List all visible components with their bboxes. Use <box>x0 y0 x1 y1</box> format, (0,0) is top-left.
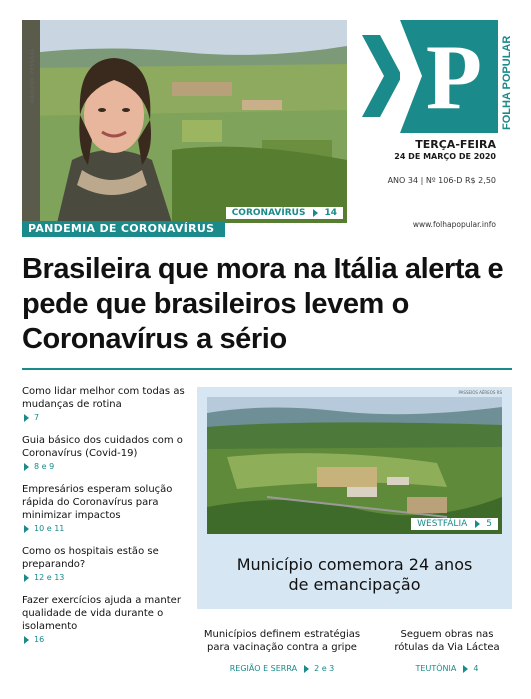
newspaper-logo <box>362 20 512 133</box>
story-title: Como lidar melhor com todas as mudanças de rotina <box>22 386 185 410</box>
page-number: 2 e 3 <box>314 664 335 673</box>
section-label: REGIÃO E SERRA <box>229 664 298 673</box>
arrow-icon <box>304 665 309 673</box>
issue-date: 24 DE MARÇO DE 2020 <box>394 152 496 161</box>
page-number: 8 e 9 <box>34 462 55 471</box>
edition-info: ANO 34 | Nº 106-D R$ 2,50 <box>387 176 496 185</box>
brand-text: FOLHA POPULAR <box>501 35 513 130</box>
list-item[interactable] <box>22 385 187 422</box>
arrow-icon <box>24 463 29 471</box>
story-title: Empresários esperam solução rápida do Coronavírus para minimizar impactos <box>22 484 173 521</box>
list-item[interactable] <box>22 594 187 644</box>
page-number: 16 <box>34 635 45 644</box>
page-ref <box>197 664 367 673</box>
divider <box>22 368 512 370</box>
arrow-icon <box>24 414 29 422</box>
arrow-icon <box>24 636 29 644</box>
section-tag[interactable] <box>226 207 343 219</box>
section-tag-page: 14 <box>324 208 337 218</box>
page-ref <box>22 413 187 422</box>
feature-title <box>197 555 512 595</box>
story-title: Seguem obras nas rótulas da Via Láctea <box>394 629 500 653</box>
story-title: Como os hospitais estão se preparando? <box>22 546 159 570</box>
arrow-icon <box>475 520 480 528</box>
brand-name <box>497 22 513 132</box>
section-label: TEUTÔNIA <box>415 664 457 673</box>
arrow-icon <box>463 665 468 673</box>
section-tag-page: 5 <box>486 519 492 529</box>
page-number: 7 <box>34 413 40 422</box>
page-ref <box>22 635 187 644</box>
feature-story[interactable] <box>197 387 512 609</box>
photo-credit: PASSEIOS AÉREOS RS <box>458 390 502 395</box>
feature-title-line1: Município comemora 24 anos <box>236 555 473 574</box>
aerial-photo <box>207 397 502 534</box>
bottom-story[interactable] <box>382 628 512 673</box>
story-title: Fazer exercícios ajuda a manter qualidade de vida durante o isolamento <box>22 595 181 632</box>
website-link[interactable]: www.folhapopular.info <box>412 220 496 229</box>
list-item[interactable] <box>22 483 187 533</box>
weekday: TERÇA-FEIRA <box>415 138 496 151</box>
section-tag-label: WESTFÁLIA <box>417 519 468 529</box>
page-ref <box>22 462 187 471</box>
photo-credit: ARQUIVO PESSOAL <box>30 48 36 103</box>
story-title: Guia básico dos cuidados com o Coronavírus (Covid-19) <box>22 435 183 459</box>
page-number: 4 <box>473 664 479 673</box>
section-tag-label: CORONAVÍRUS <box>231 208 306 218</box>
main-headline[interactable]: Brasileira que mora na Itália alerta e pede que brasileiros levem o Coronavírus a sério <box>22 253 504 355</box>
section-tag[interactable] <box>411 518 498 530</box>
story-index <box>22 385 187 656</box>
list-item[interactable] <box>22 545 187 582</box>
page-ref <box>22 524 187 533</box>
hero-photo <box>22 20 347 223</box>
kicker-label: PANDEMIA DE CORONAVÍRUS <box>22 221 225 237</box>
page-ref <box>22 573 187 582</box>
page-number: 12 e 13 <box>34 573 65 582</box>
bottom-story[interactable] <box>197 628 367 673</box>
logo-letter: P <box>425 26 483 128</box>
page-number: 10 e 11 <box>34 524 65 533</box>
arrow-icon <box>24 525 29 533</box>
story-title: Municípios definem estratégias para vacinação contra a gripe <box>203 629 361 653</box>
page-ref <box>382 664 512 673</box>
list-item[interactable] <box>22 434 187 471</box>
arrow-icon <box>313 209 318 217</box>
arrow-icon <box>24 574 29 582</box>
feature-title-line2: de emancipação <box>288 575 421 594</box>
date-block <box>362 138 496 161</box>
